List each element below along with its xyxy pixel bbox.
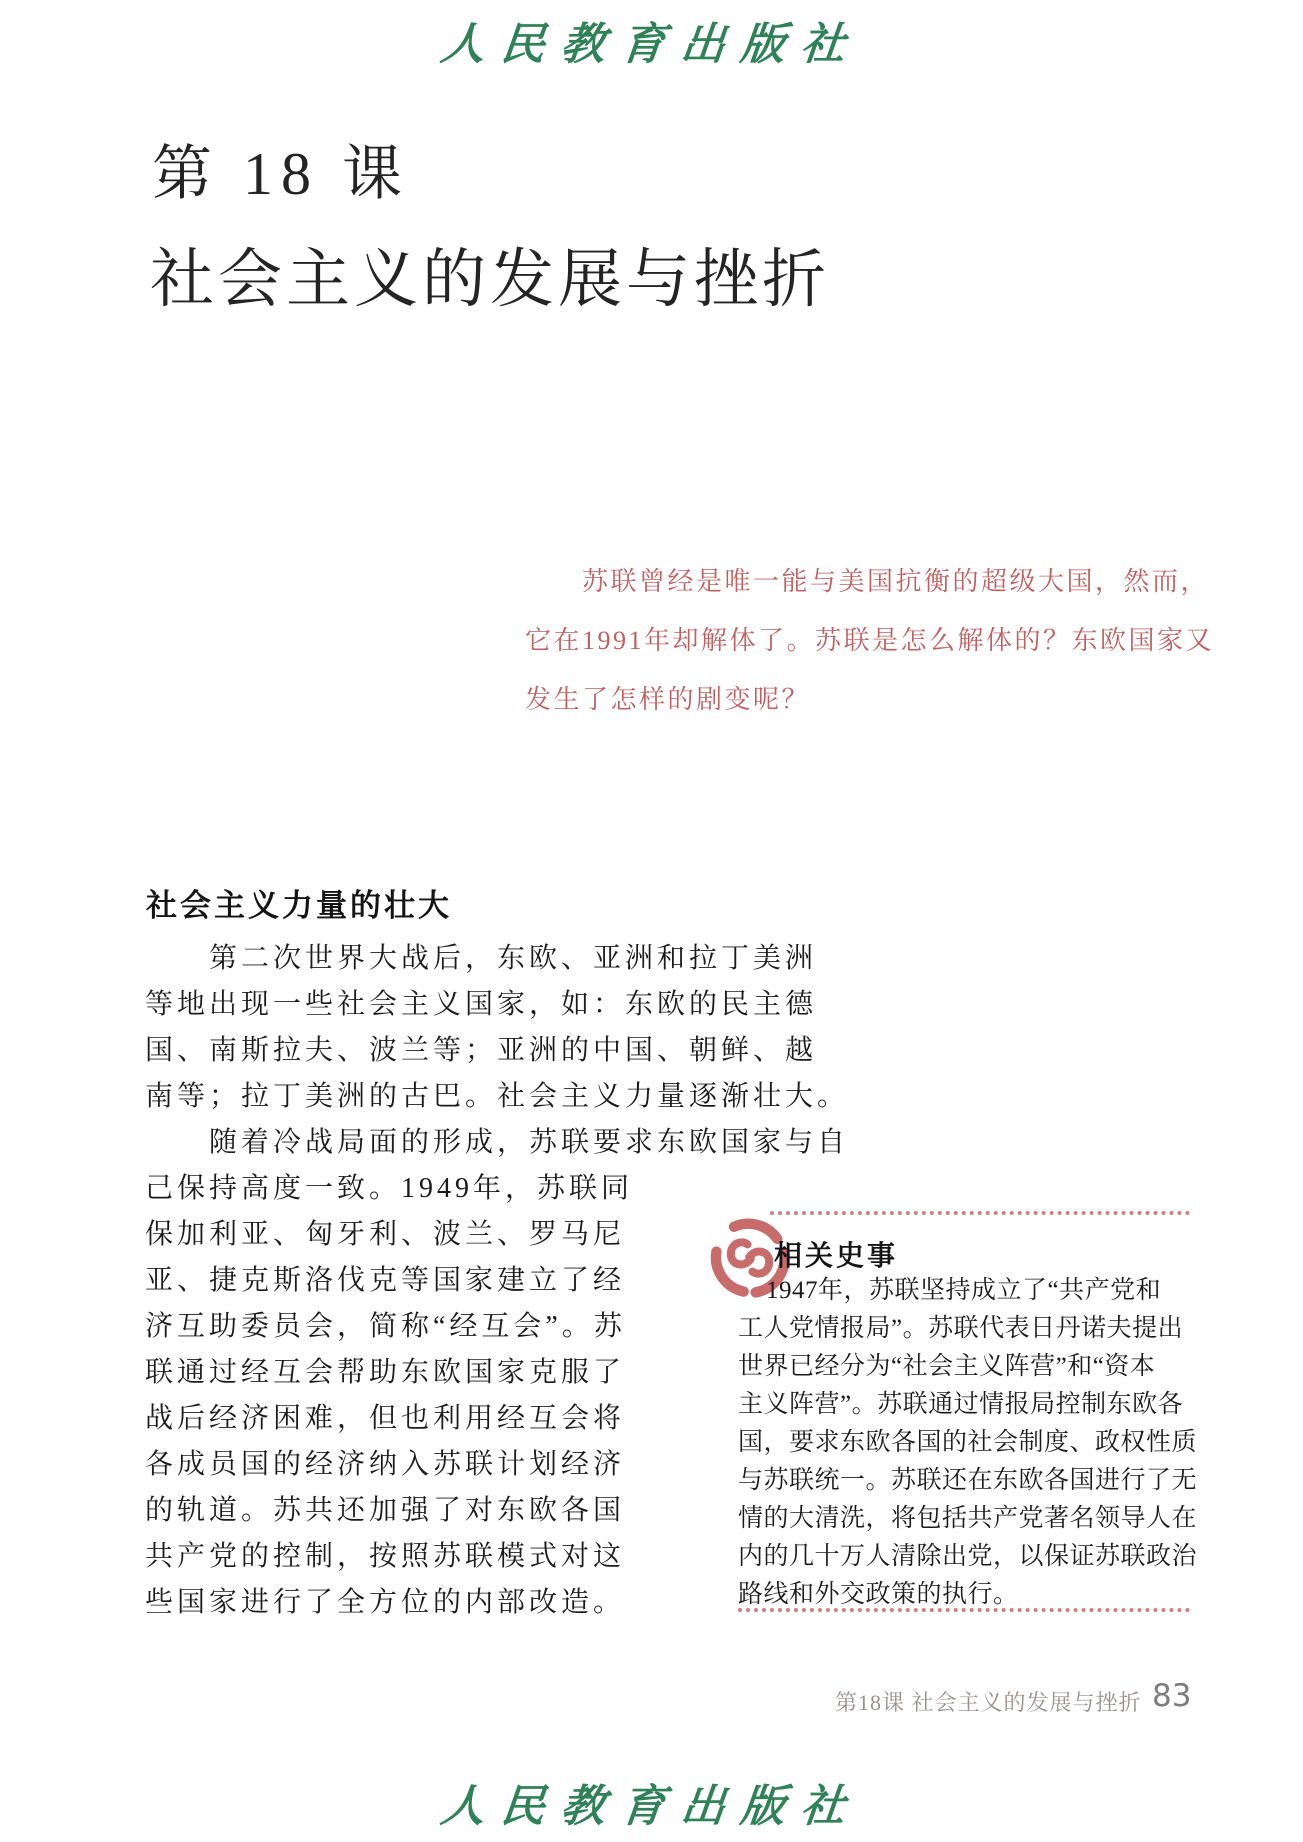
intro-paragraph [525, 552, 1215, 729]
sidebar-line: 路线和外交政策的执行。 [738, 1581, 1019, 1608]
sidebar-title: 相关史事 [774, 1240, 899, 1271]
publisher-logo-top: 人民教育出版社 [438, 19, 864, 70]
sidebar-top-dotted-rule [770, 1211, 1190, 1215]
lesson-title: 社会主义的发展与挫折 [150, 244, 830, 315]
body-line: 的轨道。苏共还加强了对东欧各国 [145, 1495, 626, 1526]
publisher-logo-bottom: 人民教育出版社 [438, 1781, 864, 1832]
sidebar-line: 国，要求东欧各国的社会制度、政权性质 [738, 1429, 1198, 1456]
body-paragraph-narrow [145, 1166, 685, 1626]
sidebar-paragraph [738, 1272, 1198, 1614]
intro-line: 它在1991年却解体了。苏联是怎么解体的？东欧国家又 [525, 626, 1215, 655]
sidebar-line: 工人党情报局”。苏联代表日丹诺夫提出 [738, 1315, 1184, 1342]
body-line: 保加利亚、匈牙利、波兰、罗马尼 [145, 1219, 626, 1250]
body-line: 第二次世界大战后，东欧、亚洲和拉丁美洲 [209, 943, 818, 974]
footer-running-title: 第18课 社会主义的发展与挫折 [835, 1690, 1142, 1715]
body-line: 联通过经互会帮助东欧国家克服了 [145, 1357, 626, 1388]
body-line: 各成员国的经济纳入苏联计划经济 [145, 1449, 626, 1480]
body-line: 己保持高度一致。1949年，苏联同 [145, 1173, 634, 1204]
sidebar-line: 情的大清洗，将包括共产党著名领导人在 [738, 1505, 1198, 1532]
sidebar-line: 1947年，苏联坚持成立了“共产党和 [766, 1277, 1162, 1304]
sidebar-bottom-dotted-rule [738, 1608, 1190, 1612]
sidebar-line: 世界已经分为“社会主义阵营”和“资本 [738, 1353, 1156, 1380]
body-line: 国、南斯拉夫、波兰等；亚洲的中国、朝鲜、越 [145, 1035, 818, 1066]
body-line: 共产党的控制，按照苏联模式对这 [145, 1541, 626, 1572]
intro-line: 苏联曾经是唯一能与美国抗衡的超级大国，然而， [582, 567, 1210, 596]
sidebar-line: 主义阵营”。苏联通过情报局控制东欧各 [738, 1391, 1184, 1418]
body-line: 随着冷战局面的形成，苏联要求东欧国家与自 [209, 1127, 850, 1158]
body-line: 南等；拉丁美洲的古巴。社会主义力量逐渐壮大。 [145, 1081, 850, 1112]
section-heading: 社会主义力量的壮大 [146, 888, 452, 923]
body-line: 等地出现一些社会主义国家，如：东欧的民主德 [145, 989, 818, 1020]
lesson-number: 第 18 课 [152, 141, 410, 207]
body-line: 些国家进行了全方位的内部改造。 [145, 1587, 626, 1618]
body-line: 亚、捷克斯洛伐克等国家建立了经 [145, 1265, 626, 1296]
sidebar-line: 内的几十万人清除出党，以保证苏联政治 [738, 1543, 1198, 1570]
body-paragraph-full [145, 936, 865, 1166]
sidebar-line: 与苏联统一。苏联还在东欧各国进行了无 [738, 1467, 1198, 1494]
intro-line: 发生了怎样的剧变呢？ [525, 685, 811, 714]
body-line: 济互助委员会，简称“经互会”。苏 [145, 1311, 626, 1342]
body-line: 战后经济困难，但也利用经互会将 [145, 1403, 626, 1434]
page-number: 83 [1152, 1678, 1192, 1714]
